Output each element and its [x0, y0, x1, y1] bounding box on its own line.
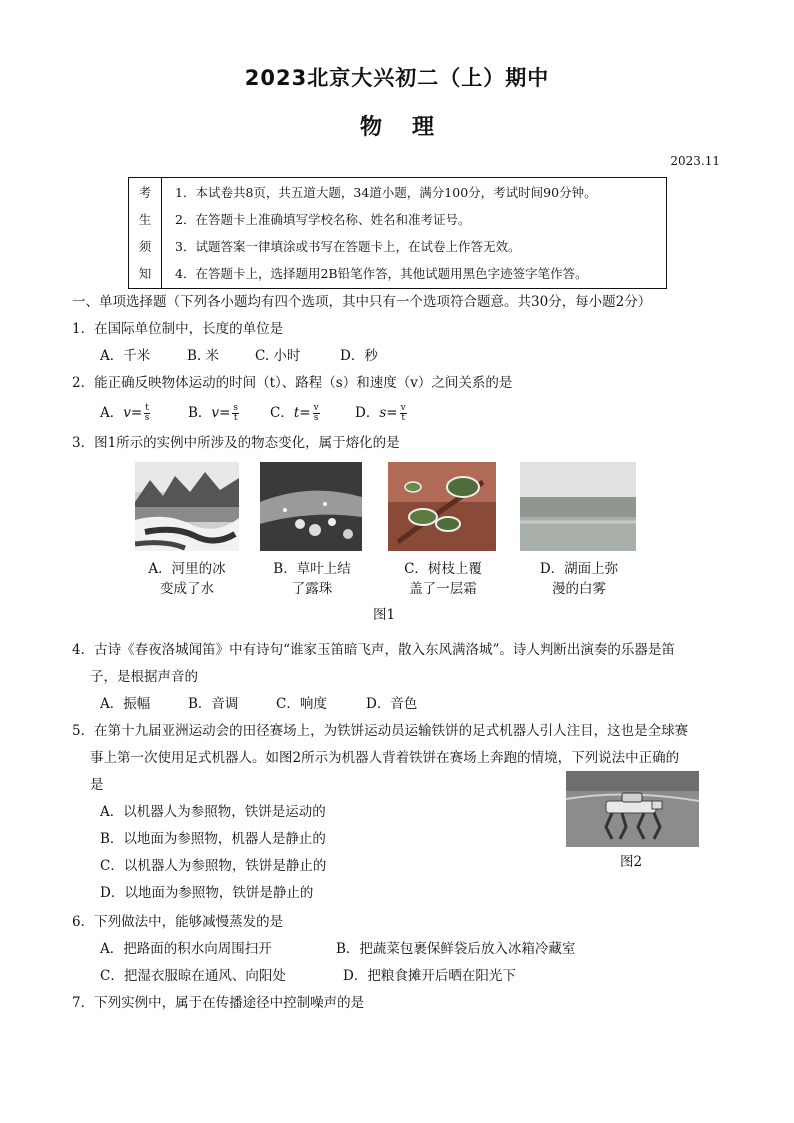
q2-option-b: B．v= $\frac{s}{t}$ — [188, 403, 238, 423]
instruction-item: 4．在答题卡上，选择题用2B铅笔作答，其他试题用黑色字迹签字笔作答。 — [175, 266, 588, 281]
formula-denominator: s — [313, 413, 319, 423]
option-label: A． — [100, 405, 124, 421]
label-char: 考 — [138, 185, 152, 200]
q1-option-d: D．秒 — [340, 348, 378, 364]
photo-dew-on-grass — [260, 462, 362, 551]
q6-option-c: C．把湿衣服晾在通风、向阳处 — [100, 968, 286, 984]
instruction-item: 3．试题答案一律填涂或书写在答题卡上，在试卷上作答无效。 — [175, 239, 521, 254]
label-char: 生 — [138, 212, 152, 227]
q4-option-d: D．音色 — [366, 696, 418, 712]
question-5-line1: 5．在第十九届亚洲运动会的田径赛场上，为铁饼运动员运输铁饼的足式机器人引人注目，这也是全球赛 — [72, 723, 689, 739]
q5-option-d: D．以地面为参照物，铁饼是静止的 — [100, 885, 314, 901]
instructions-items — [162, 178, 667, 289]
q6-option-a: A．把路面的积水向周围扫开 — [100, 941, 272, 957]
caption-line: D．湖面上弥 — [539, 561, 619, 577]
formula-denominator: t — [233, 413, 238, 423]
question-5-line2: 事上第一次使用足式机器人。如图2所示为机器人背着铁饼在赛场上奔跑的情境，下列说法中正确的 — [90, 750, 680, 766]
q2-option-c: C．t= $\frac{v}{s}$ — [270, 403, 319, 423]
instruction-item: 2．在答题卡上准确填写学校名称、姓名和准考证号。 — [175, 212, 471, 227]
q4-option-a: A．振幅 — [100, 696, 151, 712]
formula-lhs: t — [293, 405, 300, 421]
photo-robot-dog — [566, 771, 699, 847]
q5-option-b: B．以地面为参照物，机器人是静止的 — [100, 831, 326, 847]
q2-option-d: D．s= $\frac{v}{t}$ — [355, 403, 406, 423]
question-6-stem: 6．下列做法中，能够减慢蒸发的是 — [72, 914, 284, 930]
formula-numerator: t — [145, 403, 149, 413]
caption-b — [250, 559, 374, 599]
exam-date: 2023.11 — [670, 154, 720, 168]
q5-option-c: C．以机器人为参照物，铁饼是静止的 — [100, 858, 327, 874]
q4-option-b: B．音调 — [188, 696, 239, 712]
q5-option-a: A．以机器人为参照物，铁饼是运动的 — [100, 804, 326, 820]
question-3-stem: 3．图1所示的实例中所涉及的物态变化，属于熔化的是 — [72, 435, 400, 451]
question-1-stem: 1．在国际单位制中，长度的单位是 — [72, 321, 284, 337]
section-heading: 一、单项选择题（下列各小题均有四个选项，其中只有一个选项符合题意。共30分，每小题2分） — [72, 294, 652, 310]
caption-line: 变成了水 — [160, 581, 214, 597]
formula-denominator: s — [144, 413, 150, 423]
question-4-line1: 4．古诗《春夜洛城闻笛》中有诗句“谁家玉笛暗飞声，散入东风满洛城”。诗人判断出演奏的乐器是笛 — [72, 642, 675, 658]
instructions-label — [129, 178, 162, 289]
formula-denominator: t — [401, 413, 405, 423]
option-label: D． — [355, 405, 380, 421]
option-label: B． — [188, 405, 212, 421]
formula-numerator: v — [400, 403, 406, 413]
formula-numerator: s — [233, 403, 238, 413]
subject-title: 物理 — [359, 115, 464, 140]
figure-2-label: 图2 — [620, 854, 643, 870]
caption-c — [381, 559, 505, 599]
q1-option-a: A．千米 — [100, 348, 151, 364]
photo-frost-on-branch — [388, 462, 496, 551]
q6-option-b: B．把蔬菜包裹保鲜袋后放入冰箱冷藏室 — [336, 941, 576, 957]
option-label: C． — [270, 405, 294, 421]
formula-numerator: v — [313, 403, 319, 413]
formula-lhs: s — [379, 405, 387, 421]
caption-line: 漫的白雾 — [552, 581, 606, 597]
q6-option-d: D．把粮食摊开后晒在阳光下 — [343, 968, 516, 984]
photo-fog-on-lake — [520, 462, 636, 551]
caption-line: 盖了一层霜 — [409, 581, 477, 597]
question-5-line3: 是 — [90, 777, 104, 793]
caption-line: A．河里的冰 — [148, 561, 226, 577]
q1-option-c: C. 小时 — [255, 348, 301, 364]
figure-1-label: 图1 — [373, 607, 396, 623]
label-char: 须 — [138, 239, 152, 254]
label-char: 知 — [138, 266, 152, 281]
caption-d — [517, 559, 641, 599]
instruction-item: 1．本试卷共8页，共五道大题，34道小题，满分100分，考试时间90分钟。 — [175, 185, 597, 200]
caption-a — [125, 559, 249, 599]
caption-line: C．树枝上覆 — [404, 561, 482, 577]
q4-option-c: C．响度 — [276, 696, 327, 712]
question-2-stem: 2．能正确反映物体运动的时间（t）、路程（s）和速度（v）之间关系的是 — [72, 375, 513, 391]
q2-option-a: A．v= $\frac{t}{s}$ — [100, 403, 150, 423]
photo-river-ice — [135, 462, 239, 551]
formula-lhs: v — [211, 405, 220, 421]
question-7-stem: 7．下列实例中，属于在传播途径中控制噪声的是 — [72, 995, 365, 1011]
formula-lhs: v — [123, 405, 131, 421]
question-4-line2: 子，是根据声音的 — [90, 669, 198, 685]
exam-title: 2023北京大兴初二（上）期中 — [244, 66, 550, 90]
instructions-table — [128, 177, 667, 289]
caption-line: B．草叶上结 — [273, 561, 351, 577]
q1-option-b: B. 米 — [187, 348, 220, 364]
caption-line: 了露珠 — [291, 581, 333, 597]
